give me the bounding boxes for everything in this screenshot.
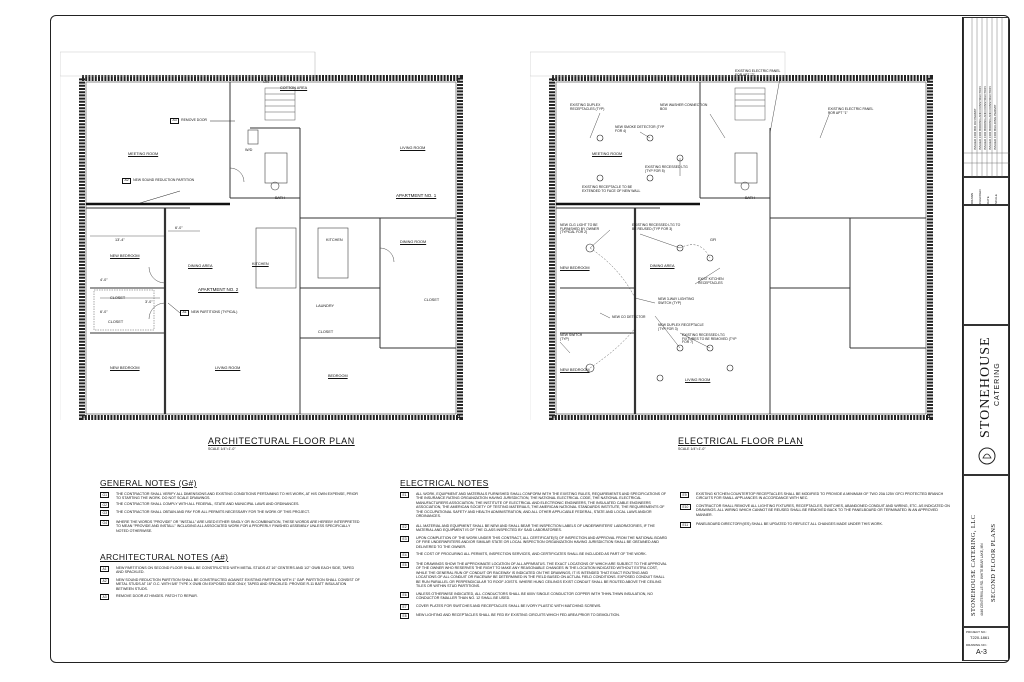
new-partitions-tag: A1 NEW PARTITIONS (TYPICAL) xyxy=(180,310,237,316)
note-text: ALL MATERIAL AND EQUIPMENT SHALL BE NEW AND SHALL BEAR THE INSPECTION LABELS OF UNDERWRITERS' LABORATORIES, IF THE MATERIAL AND EQUIPMENT IS OF THE CLASS INSPECTED BY SAID LABORATORIES. xyxy=(416,524,655,533)
sheet-title: SECOND FLOOR PLANS xyxy=(990,523,997,602)
note-key: A2 xyxy=(100,578,109,584)
apartment1-label: APARTMENT NO. 1 xyxy=(396,193,437,198)
on-label: ON xyxy=(263,80,269,84)
note-text: UPON COMPLETION OF THE WORK UNDER THIS CONTRACT, ALL CERTIFICATE(S) OF INSPECTION AND APPROVAL FROM THE NATIONAL BOARD OF FIRE UNDERWRITERS AND/OR SIMILAR STATE OR LOCAL INSPECTION ORGANIZATION HAVING JURISDICTION SHALL BE OBTAINED AND DELIVERED TO THE OWNER. xyxy=(416,536,668,549)
logo-sub: CATERING xyxy=(994,362,1001,406)
revision-block xyxy=(963,17,1009,177)
remove-door-tag: A3 REMOVE DOOR xyxy=(170,118,207,124)
meeting-room-label: MEETING ROOM xyxy=(128,152,159,156)
architectural-floor-plan xyxy=(60,48,470,420)
note-key: E3 xyxy=(400,536,409,542)
revision-grid xyxy=(964,18,1010,178)
note-text: PANELBOARD DIRECTORY(IES) SHALL BE UPDATED TO REFLECT ALL CHANGES MADE UNDER THIS WORK. xyxy=(696,522,883,526)
dining-area-e-label: DINING AREA xyxy=(650,264,675,268)
note-text: THE CONTRACTOR SHALL OBTAIN AND PAY FOR ALL PERMITS NECESSARY FOR THE WORK OF THIS PROJECT. xyxy=(116,510,310,514)
scale-tb-label: SCALE xyxy=(994,194,998,204)
note-text: NEW LIGHTING AND RECEPTACLES SHALL BE FED BY EXISTING CIRCUITS WHICH FED AREA PRIOR TO DEMOLITION. xyxy=(416,613,620,617)
bedroom-label: BEDROOM xyxy=(328,374,348,378)
laundry-label: LAUNDRY xyxy=(316,304,335,308)
sound-partition-tag: A2 NEW SOUND REDUCTION PARTITION xyxy=(122,178,194,184)
electrical-notes-heading: ELECTRICAL NOTES xyxy=(400,478,489,488)
stonehouse-logo-icon xyxy=(977,446,997,466)
kitchen-apt1-label: KITCHEN xyxy=(326,238,343,242)
note-key: A3 xyxy=(100,594,109,600)
note-key: E1 xyxy=(400,492,409,498)
living-room-e-label: LIVING ROOM xyxy=(685,378,711,382)
electrical-plan-scale: SCALE 1/4"=1'-0" xyxy=(678,447,706,451)
company-address: 4446 CENTERVILLE RD. WHITE BEAR LAKE, MN xyxy=(980,543,984,616)
new-switch-callout: NEW SWITCH (TYP) xyxy=(560,333,583,341)
note-key: G2 xyxy=(100,502,109,508)
revision-entry: ISSUED FOR BID OR PERMIT xyxy=(973,108,977,150)
project-no: T220-1861 xyxy=(970,635,990,640)
note-key: E7 xyxy=(400,604,409,610)
note-text: ALL WORK, EQUIPMENT AND MATERIALS FURNISHED SHALL CONFORM WITH THE EXISTING RULES, REQUIREMENTS AND SPECIFICATIONS OF THE INSURANCE RATING ORGANIZATION HAVING JURISDICTION, THE NATIONAL ELECTRICAL CODE, THE NATIONAL ELECTRICAL MANUFACTURERS ASSOCIATION, THE INSTITUTE OF ELECTRICAL AND ELECTRONIC ENGINEERS, THE INSULATED CABLE ENGINEERS ASSOCIATION, THE AMERICAN SOCIETY OF TESTING MATERIALS, THE AMERICAN NATIONAL STANDARDS INSTITUTE, THE REQUIREMENTS OF THE OCCUPATIONAL SAFETY AND HEALTH ADMINISTRATION, AND ALL OTHER APPLICABLE FEDERAL, STATE AND LOCAL LAWS AND/OR ORDINANCES. xyxy=(416,492,667,519)
revision-entry: ISSUED FOR BIDDING AND CONSTRUCTION xyxy=(988,86,992,150)
new-bedroom-bottom-e-label: NEW BEDROOM xyxy=(560,368,590,372)
apartment2-label: APARTMENT NO. 2 xyxy=(198,287,239,292)
meeting-room-e-label: MEETING ROOM xyxy=(592,152,623,156)
wd-label: W/D xyxy=(245,148,253,152)
drawn-checked-block xyxy=(963,177,1009,205)
note-text: EXISTING KITCHEN COUNTERTOP RECEPTACLES SHALL BE MODIFIED TO PROVIDE A MINIMUM OF TWO 20A 125V GFCI PROTECTED BRANCH CIRCUITS FOR SMALL APPLIANCES IN ACCORDANCE WITH NEC. xyxy=(696,492,944,501)
closet-b-label: CLOSET xyxy=(108,320,124,324)
dining-room-apt1-label: DINING ROOM xyxy=(400,240,427,244)
new-bedroom-top-e-label: NEW BEDROOM xyxy=(560,266,590,270)
architectural-plan-drawing xyxy=(60,48,470,420)
closet-a-label: CLOSET xyxy=(110,296,126,300)
note-text: UNLESS OTHERWISE INDICATED, ALL CONDUCTORS SHALL BE 600V SINGLE CONDUCTOR COPPER WITH THHN-THWN INSULATION, NO CONDUCTOR SMALLER THAN NO. 12 SHALL BE USED. xyxy=(416,592,653,601)
new-bedroom-bottom-label: NEW BEDROOM xyxy=(110,366,140,370)
existing-duplex-receptacles-callout: EXISTING DUPLEX RECEPTACLES (TYP) xyxy=(570,103,605,111)
note-key: E6 xyxy=(400,592,409,598)
electrical-floor-plan xyxy=(530,48,940,420)
recessed-removed-callout: EXISTING RECESSED LTG FIXTURES TO BE REMOVED (TYP FOR 7) xyxy=(682,333,737,345)
revision-entry: ISSUED FOR BUILDING PERMIT xyxy=(993,104,997,150)
cotton-area-label: COTTON AREA xyxy=(280,86,308,90)
gfi-label: GFI xyxy=(710,238,717,242)
number-block xyxy=(963,627,1009,661)
general-notes-heading: GENERAL NOTES (G#) xyxy=(100,478,197,488)
logo-block xyxy=(963,325,1009,475)
extend-receptacle-callout: EXISTING RECEPTACLE TO BE EXTENDED TO FACE OF NEW WALL xyxy=(582,185,641,193)
note-key: E9 xyxy=(680,492,689,498)
bath-label: BATH xyxy=(275,196,285,200)
closet-d-label: CLOSET xyxy=(318,330,334,334)
note-text: THE CONTRACTOR SHALL COMPLY WITH ALL FEDERAL, STATE AND MUNICIPAL LAWS AND ORDINANCES. xyxy=(116,502,300,506)
note-key: E8 xyxy=(400,613,409,619)
note-key: G1 xyxy=(100,492,109,498)
blank-block xyxy=(963,205,1009,325)
note-text: COVER PLATES FOR SWITCHES AND RECEPTACLES SHALL BE IVORY PLASTIC WITH MATCHING SCREWS. xyxy=(416,604,602,608)
note-text: REMOVE DOOR AT HINGES. PATCH TO REPAIR. xyxy=(116,594,198,598)
note-key: G3 xyxy=(100,510,109,516)
dining-area-label: DINING AREA xyxy=(188,264,213,268)
note-text: WHERE THE WORDS "PROVIDE" OR "INSTALL" ARE USED EITHER SINGLY OR IN COMBINATION, THESE WORDS ARE HEREBY INTERPRETED TO MEAN "PROVIDE AND INSTALL" INCLUDING ALL ASSOCIATED WORK FOR A PROPERLY FINISHED ASSEMBLY UNLESS SPECIFICALLY NOTED OTHERWISE. xyxy=(116,520,360,533)
dim-13ft: 13'-4" xyxy=(115,238,125,242)
note-key: E4 xyxy=(400,552,409,558)
architectural-plan-scale: SCALE 1/4"=1'-0" xyxy=(208,447,236,451)
three-way-switch-callout: NEW 3-WAY LIGHTING SWITCH (TYP) xyxy=(658,297,695,305)
duplex-receptacle-callout: NEW DUPLEX RECEPTACLE (TYP FOR 3) xyxy=(658,323,704,331)
note-text: CONTRACTOR SHALL REMOVE ALL LIGHTING FIXTURES, RECEPTACLES, SWITCHES, ABANDONED CONDUIT AND WIRING, ETC. AS INDICATED ON DRAWINGS. ALL WIRING WHICH CANNOT BE REUSED SHALL BE REMOVED BACK TO THE PANELBOARD OR TERMINATED IN AN APPROVED MANNER. xyxy=(696,504,950,517)
company-name: STONEHOUSE CATERING, LLC xyxy=(970,514,977,616)
note-key: A1 xyxy=(100,566,109,572)
dim-6ft: 6'-0" xyxy=(175,226,183,230)
elec-panel-apt1-callout: EXISTING ELECTRIC PANEL FOR APT "1" xyxy=(828,107,874,115)
project-info-block xyxy=(963,475,1009,627)
kitchen-receptacles-callout: EXIST KITCHEN RECEPTACLES xyxy=(698,277,724,285)
title-block xyxy=(962,17,1009,661)
note-key: E2 xyxy=(400,524,409,530)
project-no-label: PROJECT NO.: xyxy=(966,630,987,634)
existing-recessed-callout: EXISTING RECESSED LTG (TYP FOR 5) xyxy=(645,165,688,173)
bath-e-label: BATH xyxy=(745,196,755,200)
architectural-notes-heading: ARCHITECTURAL NOTES (A#) xyxy=(100,552,229,562)
revision-entry: ISSUED FOR BIDDING AND CONSTRUCTION xyxy=(978,86,982,150)
note-text: THE DRAWINGS SHOW THE APPROXIMATE LOCATION OF ALL APPARATUS. THE EXACT LOCATIONS OF WHICH ARE SUBJECT TO THE APPROVAL OF THE OWNER WHO RESERVES THE RIGHT TO MAKE ANY REASONABLE CHANGES IN THE LOCATION INDICATED WITHOUT EXTRA COST, WHILE THE GENERAL RUN OF CONDUIT OR RACEWAY IS INDICATED ON THE DRAWINGS, IT IS INTENDED THAT EXACT ROUTING AND LOCATIONS OF ALL CONDUIT OR RACEWAY BE DETERMINED IN THE FIELD BASED ON ACTUAL FIELD CONDITIONS. EXPOSED CONDUIT SHALL BE RUN PARALLEL OR PERPENDICULAR TO ROOF JOISTS. WHERE HUNG CEILINGS EXIST CONDUIT SHALL BE ROUTED ABOVE THE CEILING TILES OR WITHIN STUD PARTITIONS. xyxy=(416,562,667,589)
note-text: NEW PARTITIONS ON SECOND FLOOR SHALL BE CONSTRUCTED WITH METAL STUDS AT 16" CENTERS AND 1/2" GWB EACH SIDE, TAPED AND SPACKLED. xyxy=(116,566,355,575)
note-key: E5 xyxy=(400,562,409,568)
co-detector-callout: NEW CO DETECTOR xyxy=(612,315,646,319)
drawn-label: DRAWN xyxy=(970,192,974,204)
drawing-no-label: DRAWING NO.: xyxy=(966,643,988,647)
dim-4ft: 4'-0" xyxy=(100,278,108,282)
architectural-plan-title: ARCHITECTURAL FLOOR PLAN xyxy=(208,436,355,446)
date-label: DATE xyxy=(986,196,990,204)
recessed-reused-callout: EXISTING RECESSED LTG TO BE REUSED (TYP FOR 3) xyxy=(632,223,681,231)
living-room-apt1-label: LIVING ROOM xyxy=(400,146,426,150)
kitchen-label: KITCHEN xyxy=(252,262,269,266)
new-bedroom-top-label: NEW BEDROOM xyxy=(110,254,140,258)
note-key: E10 xyxy=(680,504,691,510)
revision-entry: ISSUED FOR BIDDING AND CONSTRUCTION xyxy=(983,86,987,150)
electrical-plan-title: ELECTRICAL FLOOR PLAN xyxy=(678,436,804,446)
note-text: NEW SOUND REDUCTION PARTITION SHALL BE CONSTRUCTED AGAINST EXISTING PARTITION WITH 1" GAP. PARTITION SHALL CONSIST OF METAL STUDS AT 16" O.C. WITH 5/8" TYPE X GWB ON EXPOSED SIDE ONLY, TAPED AND SPACKLED. PROVIDE R-11 BATT INSULATION BETWEEN STUDS. xyxy=(116,578,360,591)
smoke-detector-callout: NEW SMOKE DETECTOR (TYP FOR 4) xyxy=(615,125,665,133)
note-text: THE COST OF PROCURING ALL PERMITS, INSPECTION SERVICES, AND CERTIFICATES SHALL BE INCLUDED AS PART OF THE WORK. xyxy=(416,552,647,556)
closet-c-label: CLOSET xyxy=(424,298,440,302)
note-key: G4 xyxy=(100,520,109,526)
living-room-label: LIVING ROOM xyxy=(215,366,241,370)
washer-box-callout: NEW WASHER CONNECTION BOX xyxy=(660,103,708,111)
note-text: THE CONTRACTOR SHALL VERIFY ALL DIMENSIONS AND EXISTING CONDITIONS PERTAINING TO HIS WORK, AT HIS OWN EXPENSE, PRIOR TO STARTING THE WORK. DO NOT SCALE DRAWINGS. xyxy=(116,492,359,501)
dim-3ft: 3'-0" xyxy=(145,300,153,304)
elec-panel-apt2-callout: EXISTING ELECTRIC PANEL FOR APT "2" xyxy=(735,69,781,77)
checked-label: CHECKED xyxy=(978,189,982,204)
drawing-no: A-3 xyxy=(976,649,987,656)
logo-name: STONEHOUSE xyxy=(978,336,993,438)
note-key: E11 xyxy=(680,522,691,528)
club-light-callout: NEW CLG LIGHT TO BE FURNISHED BY OWNER (TYPICAL FOR 2) xyxy=(560,223,600,235)
dim-6ft-b: 6'-0" xyxy=(100,310,108,314)
